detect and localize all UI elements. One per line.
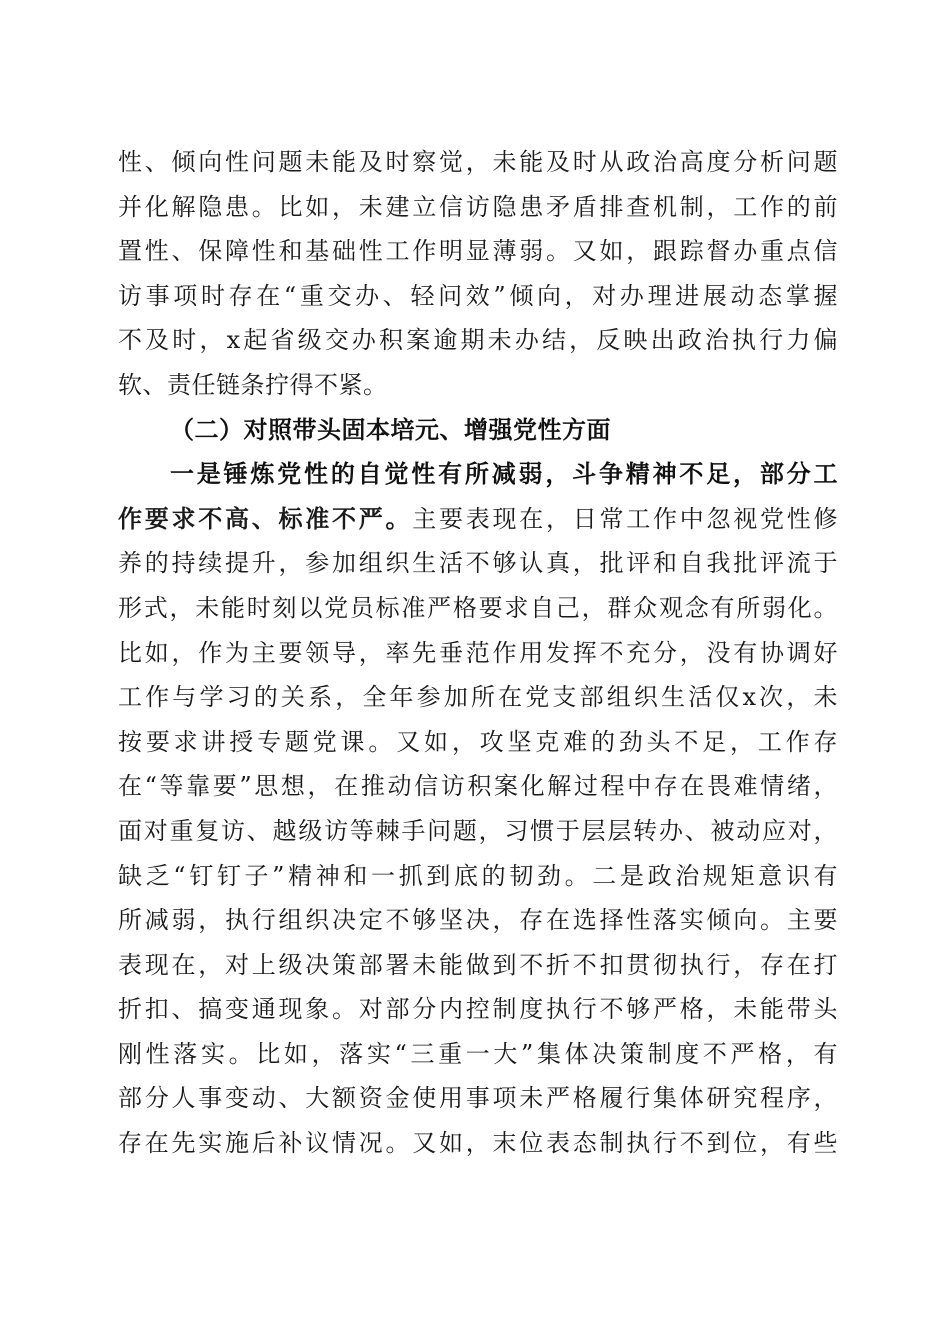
text-line: 访事项时存在“重交办、轻问效”倾向，对办理进展动态掌握 [118,281,838,310]
document-body [118,140,838,1166]
text-line: 在“等靠要”思想，在推动信访积案化解过程中存在畏难情绪， [118,772,838,801]
text-line: 比如，作为主要领导，率先垂范作用发挥不充分，没有协调好 [118,638,838,667]
bold-run: 作要求不高、标准不严。 [118,503,413,533]
text-line: 存在先实施后补议情况。又如，末位表态制执行不到位，有些 [118,1129,838,1158]
text-line: 一是锤炼党性的自觉性有所减弱，斗争精神不足，部分工 [170,459,838,489]
text-line: 刚性落实。比如，落实“三重一大”集体决策制度不严格，有 [118,1039,838,1068]
text-line: 养的持续提升，参加组织生活不够认真，批评和自我批评流于 [118,549,838,578]
text-line: 形式，未能时刻以党员标准严格要求自己，群众观念有所弱化。 [118,593,838,622]
text-line: 缺乏“钉钉子”精神和一抓到底的韧劲。二是政治规矩意识有 [118,861,838,890]
text-line: 所减弱，执行组织决定不够坚决，存在选择性落实倾向。主要 [118,906,838,935]
section-heading: （二）对照带头固本培元、增强党性方面 [170,414,611,444]
text-line-mixed [118,497,838,542]
text-line: 按要求讲授专题党课。又如，攻坚克难的劲头不足，工作存 [118,727,838,756]
text-line: 表现在，对上级决策部署未能做到不折不扣贯彻执行，存在打 [118,950,838,979]
text-line: 面对重复访、越级访等棘手问题，习惯于层层转办、被动应对， [118,816,838,845]
text-line: 软、责任链条拧得不紧。 [118,370,388,399]
text-line: 不及时，x起省级交办积案逾期未办结，反映出政治执行力偏 [118,326,838,355]
text-line: 工作与学习的关系，全年参加所在党支部组织生活仅x次，未 [118,683,838,712]
text-line: 部分人事变动、大额资金使用事项未严格履行集体研究程序， [118,1084,838,1113]
regular-run: 主要表现在，日常工作中忽视党性修 [412,504,838,533]
text-line: 折扣、搞变通现象。对部分内控制度执行不够严格，未能带头 [118,995,838,1024]
text-line: 性、倾向性问题未能及时察觉，未能及时从政治高度分析问题 [118,148,838,176]
text-line: 并化解隐患。比如，未建立信访隐患矛盾排查机制，工作的前 [118,192,838,221]
text-line: 置性、保障性和基础性工作明显薄弱。又如，跟踪督办重点信 [118,237,838,266]
